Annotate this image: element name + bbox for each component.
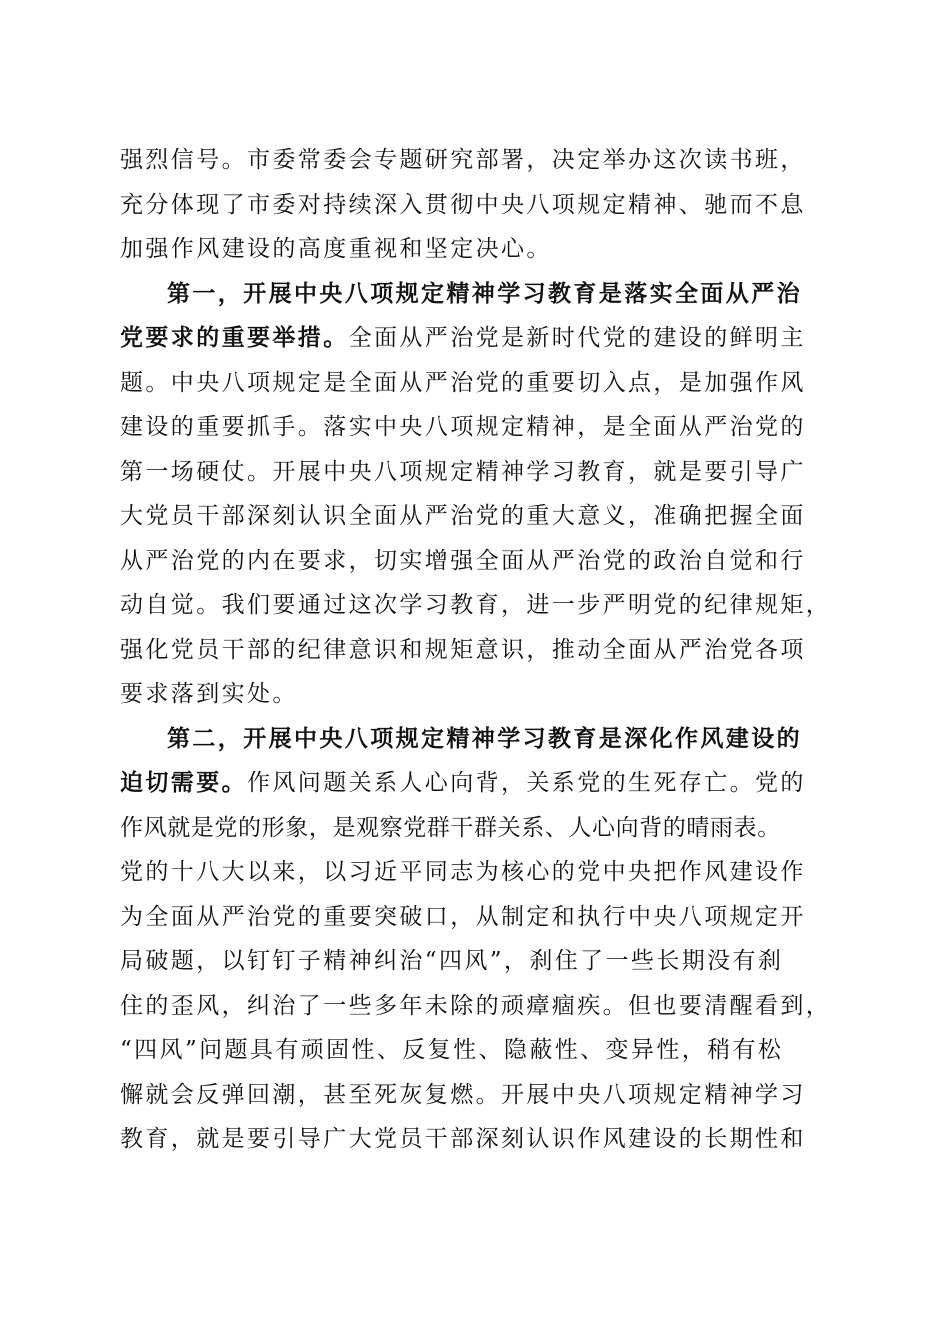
text-line [120, 717, 832, 762]
text-line: 要求落到实处。 [120, 681, 298, 707]
text-line: 住的歪风，纠治了一些多年未除的顽瘴痼疾。但也要清醒看到， [120, 992, 832, 1019]
text-line: 动自觉。我们要通过这次学习教育，进一步严明党的纪律规矩， [120, 592, 832, 618]
text-line: 充分体现了市委对持续深入贯彻中央八项规定精神、驰而不息 [120, 191, 806, 218]
text-line: 题。中央八项规定是全面从严治党的重要切入点，是加强作风 [120, 369, 806, 396]
text-line: 大党员干部深刻认识全面从严治党的重大意义，准确把握全面 [120, 503, 806, 529]
body-text: 作风问题关系人心向背，关系党的生死存亡。党的 [247, 770, 806, 796]
bold-lead-text: 第二，开展中央八项规定精神学习教育是深化作风建设的 [167, 724, 802, 752]
text-line: 从严治党的内在要求，切实增强全面从严治党的政治自觉和行 [120, 547, 806, 574]
text-line: 建设的重要抓手。落实中央八项规定精神，是全面从严治党的 [120, 414, 806, 440]
paragraph-3 [120, 717, 832, 1162]
text-line: 为全面从严治党的重要突破口，从制定和执行中央八项规定开 [120, 903, 806, 930]
text-line: 局破题，以钉钉子精神纠治“四风”，刹住了一些长期没有刹 [120, 948, 784, 974]
paragraph-1 [120, 138, 832, 272]
bold-lead-text: 党要求的重要举措。 [120, 324, 349, 351]
paragraph-2 [120, 272, 832, 717]
text-line: 懈就会反弹回潮，甚至死灰复燃。开展中央八项规定精神学习 [120, 1081, 806, 1108]
document-page [120, 138, 832, 1162]
text-line: 作风就是党的形象，是观察党群干群关系、人心向背的晴雨表。 [120, 814, 781, 841]
body-text: 全面从严治党是新时代党的建设的鲜明主 [348, 325, 806, 351]
text-line [120, 316, 832, 361]
text-line [120, 761, 832, 806]
text-line: 第一场硬仗。开展中央八项规定精神学习教育，就是要引导广 [120, 458, 806, 485]
text-line [120, 272, 832, 317]
bold-lead-text: 迫切需要。 [120, 769, 247, 796]
text-line: 强烈信号。市委常委会专题研究部署，决定举办这次读书班， [120, 147, 806, 173]
text-line: 加强作风建设的高度重视和坚定决心。 [120, 236, 552, 262]
text-line: 强化党员干部的纪律意识和规矩意识，推动全面从严治党各项 [120, 636, 806, 663]
text-line: “四风”问题具有顽固性、反复性、隐蔽性、变异性，稍有松 [120, 1037, 784, 1063]
bold-lead-text: 第一，开展中央八项规定精神学习教育是落实全面从严治 [167, 279, 802, 307]
text-line: 党的十八大以来，以习近平同志为核心的党中央把作风建设作 [120, 859, 806, 885]
text-line: 教育，就是要引导广大党员干部深刻认识作风建设的长期性和 [120, 1126, 806, 1152]
